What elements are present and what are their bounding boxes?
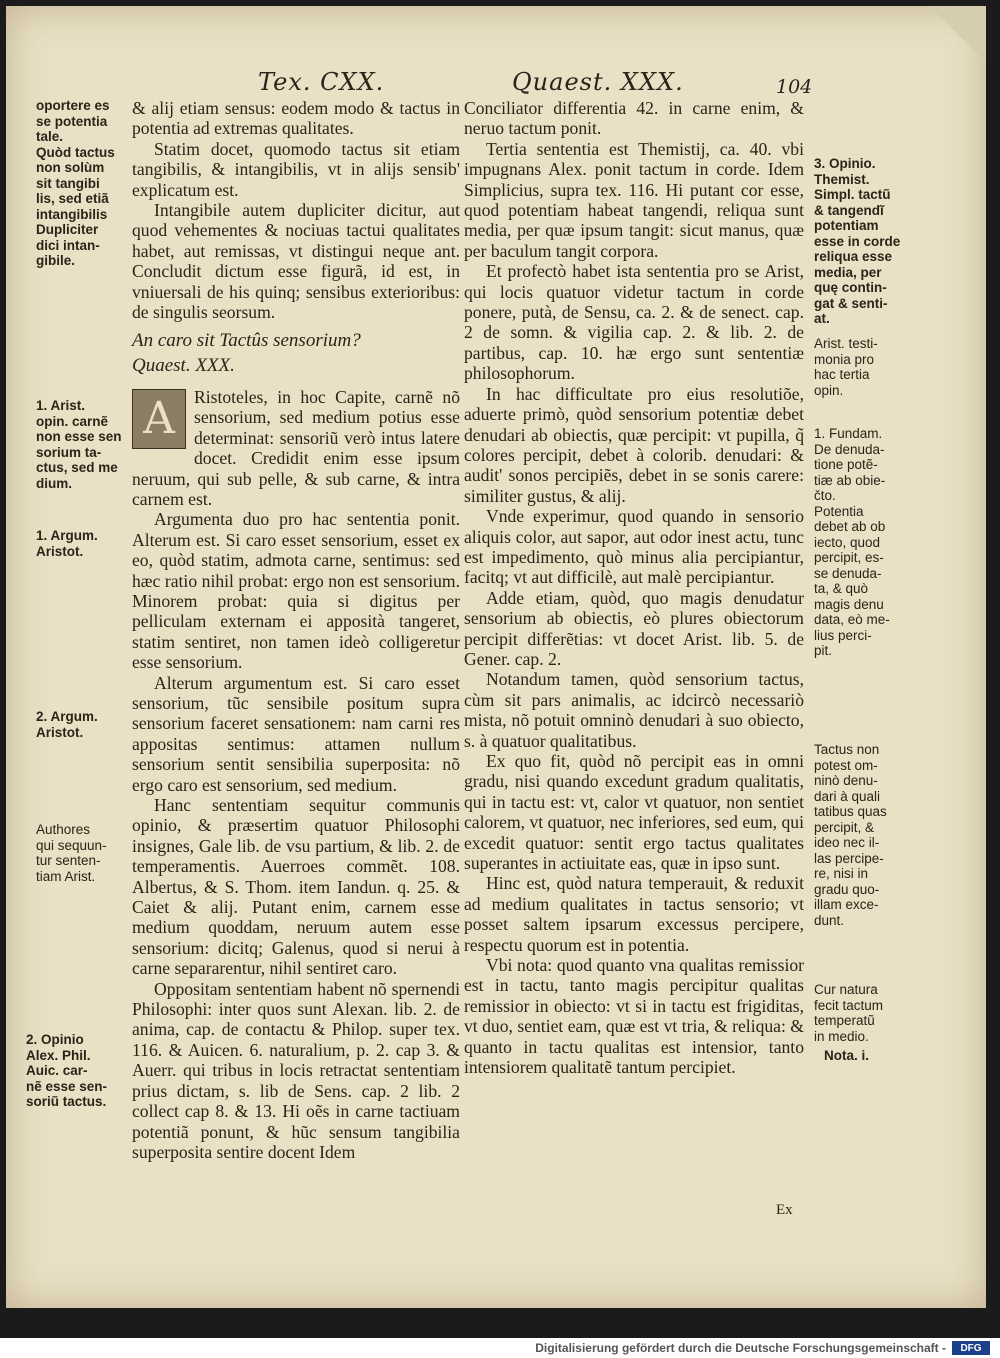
paragraph: Adde etiam, quòd, quo magis denudatur sensorium ab obiectis, eò plures obiectorum percipit differẽtias: vt docet Arist. lib. 5. de Gener. cap. 2. <box>464 587 804 669</box>
page-number: 104 <box>776 76 813 98</box>
paragraph: Et profectò habet ista sententia pro se Arist, qui locis quatuor videtur tactum in corde ponere, putà, de Sensu, ca. 2. & de senect. cap. 2 de somn. & vigilia cap. 2. & lib. 2. de partibus, cap. 10. hæ ergo sunt sententiæ philosophorum. <box>464 261 804 384</box>
paragraph: In hac difficultate pro eius resolutiõe, aduerte primò, quòd sensorium potentiæ debet denudari ab obiectis, quæ percipit: vt pupilla, q̃ colores percipit, debet à colorib. denudari: & audit' sonos percipiẽs, debet in se sonis carere: similiter gustus, & alij. <box>464 383 804 506</box>
margin-note-opinion-2: 2. Opinio Alex. Phil. Auic. car- nẽ esse sen- soriũ tactus. <box>26 1032 108 1109</box>
margin-note-nota: Nota. i. <box>824 1048 870 1063</box>
paragraph: Vnde experimur, quod quando in sensorio aliquis color, aut sapor, aut odor inest actu, tunc est impedimento, quò minus alia percipiantur, facitq; vt aut difficilè, aut malè percipiantur. <box>464 506 804 588</box>
paragraph-with-initial <box>132 387 460 509</box>
footer-credit-text: Digitalisierung gefördert durch die Deutsche Forschungsgemeinschaft - <box>535 1341 946 1355</box>
paragraph: Conciliator differentia 42. in carne enim, & neruo tactum ponit. <box>464 98 804 139</box>
margin-note-argument-2: 2. Argum. Aristot. <box>36 709 98 740</box>
paragraph: Hinc est, quòd natura temperauit, & reduxit ad medium qualitates in tactus sensorio; vt posset saltem ipsarum excessus percipere, respectu quorum est in potentia. <box>464 873 804 955</box>
paragraph: Oppositam sententiam habent nõ spernendi Philosophi: inter quos sunt Alexan. lib. 2. de anima, cap. de contactu & Philop. super tex. 116. & Auicen. 6. naturalium, p. 2. cap 3. & Auerr. qui tribus in locis retractat sententiam prius dictam, s. lib de Sens. cap. 2 lib. 2 collect cap 8. & 13. Hi oẽs in carne tactiuam potentiã ponunt, & hũc sensum tangibilia superposita sentire docent Idem <box>132 978 460 1162</box>
margin-note-arist-testimonia: Arist. testi- monia pro hac tertia opin. <box>814 336 878 398</box>
paragraph: Vbi nota: quod quanto vna qualitas remissior est in tactu, tanto magis percipitur qualitas remissior in obiecto: vt si in tactu est frigiditas, vt duo, sentiet eam, quæ est vt tria, & reliqua: & quanto in tactu qualitas est intensior, tanto intensiorem qualitatẽ tantum percipiet. <box>464 955 804 1078</box>
left-running-head: Tex. CXX. <box>258 68 385 96</box>
paragraph: & alij etiam sensus: eodem modo & tactus in potentia ad extremas qualitates. <box>132 98 460 139</box>
paragraph: Ex quo fit, quòd nõ percipit eas in omni gradu, nisi quando excedunt gradum qualitatis, qui in tactu est: vt, calor vt quatuor, non sentiet calorem, vt quatuor, nec inferiores, sed eum, qui excedit quatuor: sentit ergo tactus qualitates superantes in actiuitate eas, quæ in ipso sunt. <box>464 751 804 874</box>
left-text-column <box>132 98 460 1162</box>
right-running-head: Quaest. XXX. <box>512 68 684 96</box>
page-corner-fold <box>930 6 986 62</box>
book-page <box>6 6 986 1308</box>
margin-note-opinion-3: 3. Opinio. Themist. Simpl. tactũ & tangendĩ potentiam esse in corde reliqua esse media, per quę contin- gat & senti- at. <box>814 156 901 326</box>
paragraph: Argumenta duo pro hac sententia ponit. Alterum est. Si caro esset sensorium, esset ex eo, quòd statim, admota carne, sentimus: sed hæc ratio nihil probat: ergo non est sensorium. Minorem probat: quia si digitus per pelliculam externam ei apposità tangeret, statim sentiret, non tamen ideò colligeretur esse sensorium. <box>132 509 460 673</box>
paragraph: Tertia sententia est Themistij, ca. 40. vbi impugnans Alex. ponit tactum in corde. Idem Simplicius, supra tex. 116. Hi putant cor esse, quod potentiam habeat tangendi, reliqua sunt media, per quæ ipsum tangit: sicut manus, quæ per baculum tangit corpora. <box>464 138 804 261</box>
margin-note-fundamentum: 1. Fundam. De denuda- tione potẽ- tiæ ab obie- čto. Potentia debet ab ob iecto, quod percipit, es- se denuda- ta, & quò magis denu data, eò me- lius perci- pit. <box>814 426 890 658</box>
right-text-column <box>464 98 804 1078</box>
paragraph: Intangibile autem dupliciter dicitur, aut quod vehementes & nociuas tactui qualitates habet, aut remissas, vt distingui neque ant. Concludit dictum esse figurã, id est, in vniuersali de his quinq; sensibus exterioribus: de singulis seorsum. <box>132 200 460 323</box>
paragraph: Notandum tamen, quòd sensorium tactus, cùm sit pars animalis, ac idcircò necessariò mista, nõ potuit omninò denudari à suo obiecto, s. à quatuor qualitatibus. <box>464 669 804 751</box>
decorated-initial: A <box>132 389 186 449</box>
paragraph-text: Ristoteles, in hoc Capite, carnẽ nõ sensorium, sed medium potius esse determinat: sensoriũ verò intus latere docet. Credidit enim esse ipsum neruum, qui sub pelle, & sub carne, & intra carnem est. <box>132 386 460 509</box>
paragraph: Hanc sententiam sequitur communis opinio, & præsertim quatuor Philosophi insignes, Gale lib. de vsu partium, & lib. 2. de temperamentis. Auerroes commẽt. 108. Albertus, & S. Thom. item Iandun. q. 25. & Caiet & alij. Putant enim, carnem esse medium quoddam, neruum autem esse sensorium: dicitq; Galenus, quod si nerui à carne separarentur, nihil sentiret caro. <box>132 795 460 979</box>
paragraph: Alterum argumentum est. Si caro esset sensorium, tũc sensibile positum supra sensorium faceret sensationem: nam carni res appositas sentimus: attamen nullum sensorium sentit sensibilia superposita: nõ ergo caro est sensorium, sed medium. <box>132 672 460 795</box>
margin-note-natura: Cur natura fecit tactum temperatũ in medio. <box>814 982 884 1044</box>
question-heading: An caro sit Tactûs sensorium? <box>132 330 361 352</box>
digitization-footer <box>0 1338 1000 1358</box>
question-number: Quaest. XXX. <box>132 355 235 377</box>
dfg-logo: DFG <box>952 1341 990 1355</box>
catchword: Ex <box>776 1202 793 1218</box>
paragraph: Statim docet, quomodo tactus sit etiam tangibilis, & intangibilis, vt in alijs sensib' explicatum est. <box>132 138 460 200</box>
margin-note-authors: Authores qui sequun- tur senten- tiam Arist. <box>36 822 107 884</box>
margin-note-intangibile: oportere es se potentia tale. Quòd tactus non solùm sit tangibi lis, sed etiã intangibilis Dupliciter dici intan- gibile. <box>36 98 115 268</box>
margin-note-argument-1: 1. Argum. Aristot. <box>36 528 98 559</box>
margin-note-arist-opinion: 1. Arist. opin. carnẽ non esse sen sorium ta- ctus, sed me dium. <box>36 398 122 491</box>
margin-note-tactus: Tactus non potest om- ninò denu- dari à quali tatibus quas percipit, & ideo nec il- las percipe- re, nisi in gradu quo- illam exce- dunt. <box>814 742 887 928</box>
